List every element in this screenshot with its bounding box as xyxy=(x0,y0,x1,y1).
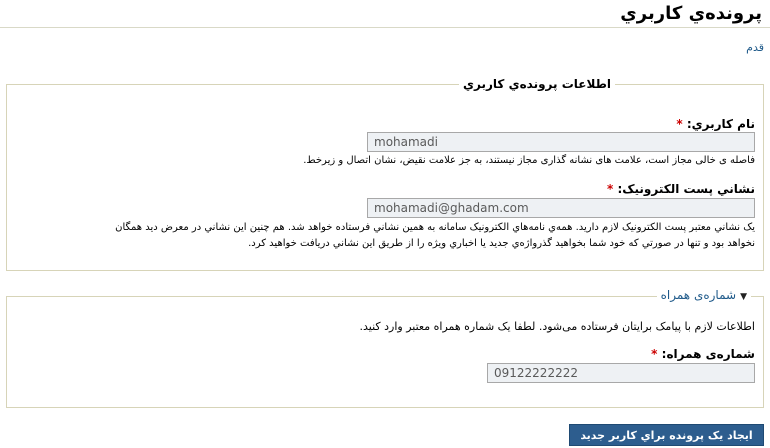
email-description xyxy=(115,220,755,252)
email-description-line: يک نشاني معتبر پست الکترونيک لازم داريد. همه‌ي نامه‌هاي الکترونيک سامانه به همين نشاني فرستاده خواهد شد. هم چنين اين نشاني در معرض ديد همگان xyxy=(115,222,755,233)
mobile-info-text: اطلاعات لازم با پیامک برایتان فرستاده می‌شود. لطفا یک شماره همراه معتبر وارد کنید. xyxy=(359,320,755,333)
email-input[interactable] xyxy=(367,198,755,218)
mobile-label-text: شماره‌ی همراه: xyxy=(661,347,755,361)
profile-fieldset xyxy=(6,77,764,271)
username-input[interactable] xyxy=(367,132,755,152)
create-user-button[interactable]: ايجاد يک پرونده براي کاربر جديد xyxy=(569,424,764,446)
username-description: فاصله ی خالی مجاز است، علامت های نشانه گذاری مجاز نیستند، به جز علامت نقیض، نشان اتصال و زیرخط. xyxy=(303,155,755,166)
required-marker: * xyxy=(606,182,614,196)
mobile-legend-label: شماره‌ی همراه xyxy=(660,288,737,302)
required-marker: * xyxy=(676,117,683,131)
username-label-text: نام کاربري: xyxy=(686,117,755,131)
email-label-text: نشاني پست الکترونيک: xyxy=(617,182,755,196)
mobile-fieldset xyxy=(6,288,764,408)
page-title: پرونده‌ي کاربري xyxy=(620,3,762,24)
mobile-input[interactable] xyxy=(487,363,755,383)
breadcrumb-link[interactable]: قدم xyxy=(746,41,764,54)
mobile-legend-toggle[interactable] xyxy=(657,288,751,302)
email-label xyxy=(607,182,755,196)
required-marker: * xyxy=(651,347,658,361)
profile-legend: اطلاعات پرونده‌ي کاربري xyxy=(459,77,615,91)
email-description-line: نخواهد بود و تنها در صورتي که خود شما بخواهيد گذرواژه‌ي جديد يا اخباري ويژه را از طريق اين نشاني دريافت خواهيد کرد. xyxy=(248,238,755,249)
page-header xyxy=(0,0,770,28)
triangle-down-icon: ▼ xyxy=(740,292,747,302)
username-label xyxy=(676,117,755,131)
mobile-label xyxy=(651,347,755,361)
